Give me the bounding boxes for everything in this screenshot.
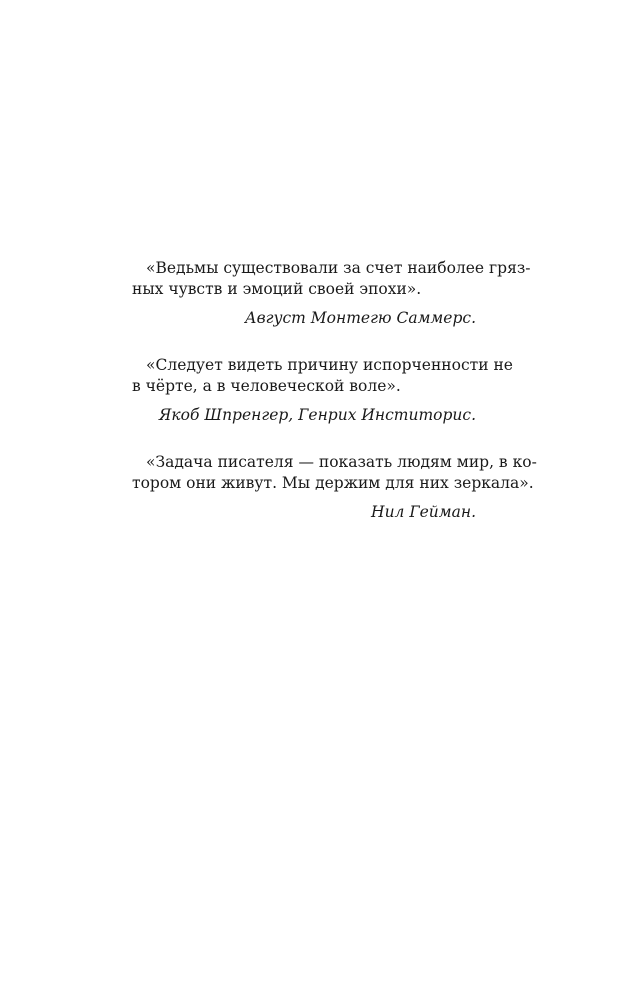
quote-line: «Следует видеть причину испорченности не: [146, 356, 513, 374]
epigraph-1: [132, 258, 531, 329]
epigraphs-section: [132, 258, 537, 549]
quote-line: тором они живут. Мы держим для них зеркала».: [132, 474, 534, 492]
quote-line: ных чувств и эмоций своей эпохи».: [132, 280, 422, 298]
epigraph-quote: [132, 355, 513, 397]
quote-line: «Задача писателя — показать людям мир, в ко-: [146, 453, 537, 471]
quote-line: в чёрте, а в человеческой воле».: [132, 377, 401, 395]
epigraph-author: Август Монтегю Саммерс.: [244, 309, 476, 327]
epigraph-quote: [132, 258, 531, 300]
epigraph-author: Якоб Шпренгер, Генрих Инститорис.: [158, 406, 476, 424]
epigraph-3: [132, 452, 537, 523]
epigraph-quote: [132, 452, 537, 494]
epigraph-2: [132, 355, 513, 426]
epigraph-author: Нил Гейман.: [371, 503, 476, 521]
quote-line: «Ведьмы существовали за счет наиболее гряз-: [146, 259, 531, 277]
